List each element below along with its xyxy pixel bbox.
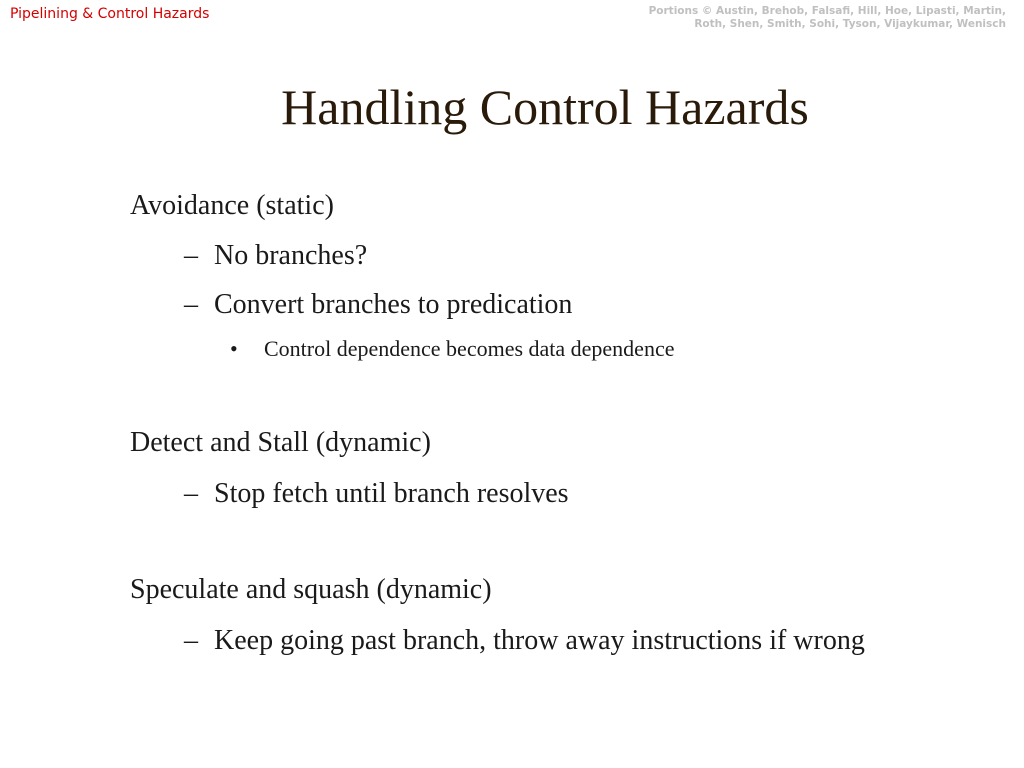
bullet-stop-fetch xyxy=(184,474,944,514)
bullet-no-branches xyxy=(184,236,944,276)
dash-marker: – xyxy=(184,478,198,509)
bullet-convert-predication xyxy=(184,285,944,325)
bullet-speculate-squash: Speculate and squash (dynamic) xyxy=(130,574,492,605)
bullet-text: Stop fetch until branch resolves xyxy=(214,478,569,509)
dash-marker: – xyxy=(184,240,198,271)
bullet-text: Convert branches to predication xyxy=(214,289,573,320)
bullet-detect-stall: Detect and Stall (dynamic) xyxy=(130,427,431,458)
bullet-marker: • xyxy=(230,336,238,361)
slide-header-topic: Pipelining & Control Hazards xyxy=(10,6,210,22)
bullet-text: No branches? xyxy=(214,240,368,271)
slide-title: Handling Control Hazards xyxy=(281,79,809,135)
dash-marker: – xyxy=(184,625,198,656)
credits-line-2: Roth, Shen, Smith, Sohi, Tyson, Vijaykumar, Wenisch xyxy=(694,18,1006,30)
credits-line-1: Portions © Austin, Brehob, Falsafi, Hill, Hoe, Lipasti, Martin, xyxy=(648,5,1006,17)
bullet-control-dependence xyxy=(230,336,674,362)
bullet-avoidance: Avoidance (static) xyxy=(130,190,334,221)
bullet-text: Keep going past branch, throw away instructions if wrong xyxy=(214,625,865,656)
bullet-keep-going xyxy=(184,621,944,661)
bullet-text: Control dependence becomes data dependence xyxy=(264,336,675,361)
dash-marker: – xyxy=(184,289,198,320)
slide-header-credits xyxy=(606,5,1006,31)
